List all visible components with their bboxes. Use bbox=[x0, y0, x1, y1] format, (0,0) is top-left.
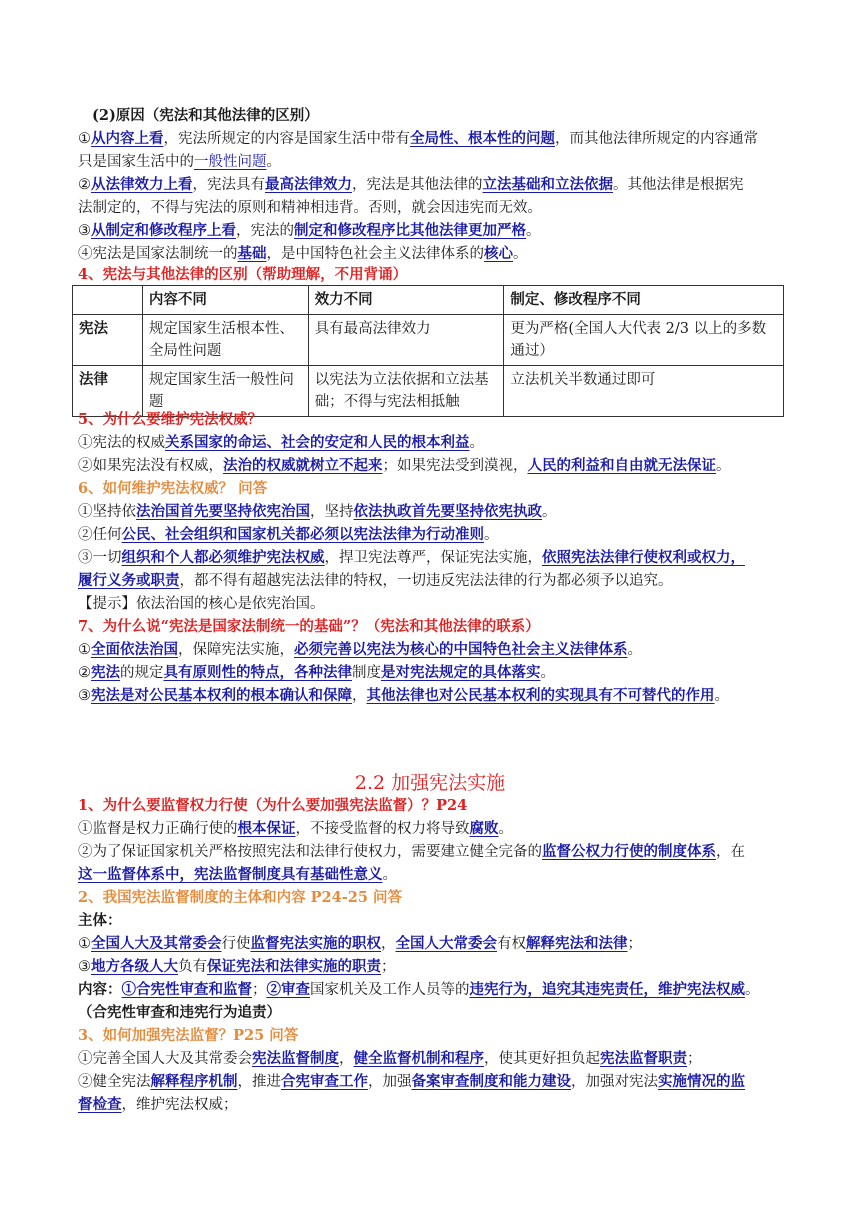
text: ①监督是权力正确行使的 bbox=[78, 821, 238, 837]
text: ， bbox=[352, 688, 367, 704]
reason-point-2-cont: 法制定的，不得与宪法的原则和精神相违背。否则，就会因违宪而无效。 bbox=[78, 200, 542, 216]
text: ； bbox=[627, 936, 642, 952]
t1-point-2-cont bbox=[78, 864, 397, 886]
text: ① bbox=[78, 131, 91, 147]
s7-point-3 bbox=[78, 685, 729, 707]
key-phrase: 公民、社会组织和国家机关都必须以宪法法律为行动准则 bbox=[121, 526, 484, 543]
key-phrase: 实施情况的监 bbox=[658, 1073, 745, 1090]
key-phrase: 法治的权威就树立不起来 bbox=[223, 457, 383, 474]
text: ① bbox=[78, 642, 91, 658]
key-phrase: 宪法 bbox=[91, 664, 120, 681]
text: 。 bbox=[513, 246, 528, 262]
text: ②如果宪法没有权威， bbox=[78, 458, 223, 474]
text: ② bbox=[78, 177, 91, 193]
key-phrase: 从制定和修改程序上看 bbox=[91, 222, 236, 239]
key-phrase: 法治国首先要坚持依宪治国 bbox=[136, 503, 310, 520]
text: ，捍卫宪法尊严，保证宪法实施， bbox=[324, 550, 542, 566]
t1-heading: 1、为什么要监督权力行使（为什么要加强宪法监督）？P24 bbox=[78, 797, 468, 814]
text: 。 bbox=[484, 527, 499, 543]
key-phrase: 全局性、根本性的问题 bbox=[410, 130, 555, 147]
key-phrase: 制定和修改程序比其他法律更加严格 bbox=[294, 222, 526, 239]
s7-point-2 bbox=[78, 662, 555, 684]
key-phrase: 全国人大常委会 bbox=[395, 935, 497, 952]
key-phrase: 依照宪法法律行使权利或权力， bbox=[542, 549, 745, 566]
text: 。 bbox=[266, 154, 281, 170]
section-6-heading: 6、如何维护宪法权威？ 问答 bbox=[78, 480, 268, 497]
table-cell: 更为严格(全国人大代表 2/3 以上的多数通过） bbox=[504, 315, 784, 366]
key-phrase: 合宪审查工作 bbox=[281, 1073, 368, 1090]
key-phrase: 核心 bbox=[484, 245, 513, 262]
key-phrase: 从内容上看 bbox=[91, 130, 164, 147]
key-phrase: 解释宪法和法律 bbox=[526, 935, 628, 952]
key-phrase: 腐败 bbox=[469, 820, 499, 837]
key-phrase: 督检查 bbox=[78, 1096, 122, 1113]
key-phrase: 依法执政首先要坚持依宪执政 bbox=[353, 503, 542, 520]
text: ，是中国特色社会主义法律体系的 bbox=[266, 246, 484, 262]
s7-point-1 bbox=[78, 639, 642, 661]
reason-point-1-cont bbox=[78, 151, 281, 173]
t2-heading: 2、我国宪法监督制度的主体和内容 P24-25 问答 bbox=[78, 889, 402, 906]
t3-point-2 bbox=[78, 1071, 745, 1093]
section-5-heading: 5、为什么要维护宪法权威？ bbox=[78, 411, 263, 428]
table-row bbox=[73, 315, 784, 366]
key-phrase: 根本保证 bbox=[237, 820, 296, 837]
text: 。 bbox=[714, 688, 729, 704]
text: ，保障宪法实施， bbox=[178, 642, 294, 658]
t3-point-2-cont bbox=[78, 1094, 238, 1116]
text: ②为了保证国家机关严格按照宪法和法律行使权力，需要建立健全完备的 bbox=[78, 844, 542, 860]
reason-heading: (2)原因（宪法和其他法律的区别） bbox=[92, 107, 319, 124]
text: 的规定 bbox=[120, 665, 164, 681]
key-phrase: 宪法是对公民基本权利的根本确认和保障 bbox=[91, 687, 352, 704]
key-phrase: 地方各级人大 bbox=[91, 958, 178, 975]
table-header-cell bbox=[73, 286, 143, 315]
text: ；如果宪法受到漠视， bbox=[382, 458, 528, 474]
key-phrase: 从法律效力上看 bbox=[91, 176, 193, 193]
key-phrase: 立法基础和立法依据 bbox=[482, 176, 613, 193]
key-phrase: 宪法监督职责 bbox=[600, 1050, 687, 1067]
key-phrase: 人民的利益和自由就无法保证 bbox=[527, 457, 716, 474]
key-phrase: 违宪行为，追究其违宪责任，维护宪法权威 bbox=[469, 981, 745, 998]
text: 。 bbox=[382, 867, 397, 883]
text: 。其他法律是根据宪 bbox=[613, 177, 744, 193]
text: 。 bbox=[542, 504, 557, 520]
text: ，不接受监督的权力将导致 bbox=[295, 821, 470, 837]
table-cell: 以宪法为立法依据和立法基础；不得与宪法相抵触 bbox=[308, 366, 504, 417]
text: ，宪法具有 bbox=[192, 177, 265, 193]
text: ，加强 bbox=[368, 1074, 412, 1090]
key-phrase: 监督宪法实施的职权 bbox=[250, 935, 381, 952]
text: ，宪法的 bbox=[236, 223, 294, 239]
text: ，维护宪法权威； bbox=[121, 1097, 238, 1113]
text: ③ bbox=[78, 959, 91, 975]
table-header-cell: 制定、修改程序不同 bbox=[504, 286, 784, 315]
section-4-heading: 4、宪法与其他法律的区别（帮助理解，不用背诵） bbox=[78, 266, 408, 283]
text: ，都不得有超越宪法法律的特权，一切违反宪法法律的行为都必须予以追究。 bbox=[179, 573, 673, 589]
key-phrase: 其他法律也对公民基本权利的实现具有不可替代的作用 bbox=[366, 687, 715, 704]
s5-point-2 bbox=[78, 455, 731, 477]
key-phrase: 履行义务或职责 bbox=[78, 572, 180, 589]
s5-point-1 bbox=[78, 432, 484, 454]
text: ①坚持依 bbox=[78, 504, 136, 520]
t3-point-1 bbox=[78, 1048, 702, 1070]
text: ②任何 bbox=[78, 527, 122, 543]
table-row-label: 法律 bbox=[73, 366, 143, 417]
text: 只是国家生活中的 bbox=[78, 154, 194, 170]
text: ③ bbox=[78, 223, 91, 239]
text: ； bbox=[381, 959, 396, 975]
text: ， bbox=[381, 936, 396, 952]
s6-point-2 bbox=[78, 524, 499, 546]
text: 有权 bbox=[497, 936, 526, 952]
text: ，坚持 bbox=[310, 504, 354, 520]
text: ，加强对宪法 bbox=[571, 1074, 658, 1090]
text: ； bbox=[687, 1051, 702, 1067]
text: ③ bbox=[78, 688, 91, 704]
key-phrase: 具有原则性的特点，各种法律 bbox=[163, 664, 352, 681]
s6-point-1 bbox=[78, 501, 557, 523]
s6-tip: 【提示】依法治国的核心是依宪治国。 bbox=[78, 596, 325, 612]
key-phrase: 必须完善以宪法为核心的中国特色社会主义法律体系 bbox=[294, 641, 628, 658]
key-phrase: ①合宪性审查和监督 bbox=[121, 981, 252, 998]
text: 。 bbox=[745, 982, 760, 998]
text: 国家机关及工作人员等的 bbox=[310, 982, 470, 998]
t3-heading: 3、如何加强宪法监督？P25 问答 bbox=[78, 1027, 299, 1044]
text: 制度 bbox=[352, 665, 381, 681]
s6-point-3-cont bbox=[78, 570, 673, 592]
text: ④宪法是国家法制统一的 bbox=[78, 246, 238, 262]
reason-point-1 bbox=[78, 128, 758, 150]
key-phrase: 健全监督机制和程序 bbox=[353, 1050, 484, 1067]
t2-subject-label: 主体： bbox=[78, 912, 122, 929]
key-phrase: 最高法律效力 bbox=[265, 176, 352, 193]
text: 。 bbox=[716, 458, 731, 474]
t1-point-2 bbox=[78, 841, 745, 863]
key-phrase: 宪法监督制度 bbox=[252, 1050, 339, 1067]
comparison-table bbox=[72, 285, 784, 417]
text: ② bbox=[78, 665, 91, 681]
table-header-row bbox=[73, 286, 784, 315]
table-header-cell: 内容不同 bbox=[142, 286, 308, 315]
key-phrase: 关系国家的命运、社会的安定和人民的根本利益 bbox=[165, 434, 470, 451]
text: 。 bbox=[498, 821, 513, 837]
key-phrase: 基础 bbox=[237, 245, 267, 262]
text: ，而其他法律所规定的内容通常 bbox=[555, 131, 758, 147]
key-phrase: 解释程序机制 bbox=[150, 1073, 238, 1090]
section-7-heading: 7、为什么说“宪法是国家法制统一的基础”？（宪法和其他法律的联系） bbox=[78, 618, 540, 635]
reason-point-2 bbox=[78, 174, 744, 196]
text: ； bbox=[252, 982, 267, 998]
table-cell: 具有最高法律效力 bbox=[308, 315, 504, 366]
table-cell: 立法机关半数通过即可 bbox=[504, 366, 784, 417]
key-phrase: 这一监督体系中，宪法监督制度具有基础性意义 bbox=[78, 866, 383, 883]
text: 。 bbox=[627, 642, 642, 658]
reason-point-3 bbox=[78, 220, 541, 242]
key-phrase: 监督公权力行使的制度体系 bbox=[542, 843, 716, 860]
text: 。 bbox=[540, 665, 555, 681]
key-phrase: 是对宪法规定的具体落实 bbox=[381, 664, 541, 681]
key-phrase: 一般性问题 bbox=[194, 154, 267, 170]
key-phrase: 全国人大及其常委会 bbox=[91, 935, 222, 952]
key-phrase: 保证宪法和法律实施的职责 bbox=[207, 958, 381, 975]
t1-point-1 bbox=[78, 818, 513, 840]
table-row-label: 宪法 bbox=[73, 315, 143, 366]
text: ① bbox=[78, 936, 91, 952]
t2-point-2 bbox=[78, 956, 396, 978]
text: ，在 bbox=[716, 844, 745, 860]
key-phrase: 组织和个人都必须维护宪法权威 bbox=[121, 549, 325, 566]
text: 负有 bbox=[178, 959, 207, 975]
table-cell: 规定国家生活一般性问题 bbox=[142, 366, 308, 417]
text: ，使其更好担负起 bbox=[484, 1051, 600, 1067]
text: ，宪法是其他法律的 bbox=[352, 177, 483, 193]
text: ，宪法所规定的内容是国家生活中带有 bbox=[163, 131, 410, 147]
t2-content bbox=[78, 979, 760, 1001]
text: ③一切 bbox=[78, 550, 122, 566]
table-cell: 规定国家生活根本性、全局性问题 bbox=[142, 315, 308, 366]
text: 。 bbox=[526, 223, 541, 239]
reason-point-4 bbox=[78, 243, 528, 265]
text: ①完善全国人大及其常委会 bbox=[78, 1051, 252, 1067]
t2-point-1 bbox=[78, 933, 642, 955]
text: 行使 bbox=[221, 936, 251, 952]
text: ①宪法的权威 bbox=[78, 435, 165, 451]
section-title: 2.2 加强宪法实施 bbox=[354, 772, 506, 794]
key-phrase: 全面依法治国 bbox=[91, 641, 178, 658]
key-phrase: 备案审查制度和能力建设 bbox=[411, 1073, 571, 1090]
s6-point-3 bbox=[78, 547, 745, 569]
table-header-cell: 效力不同 bbox=[308, 286, 504, 315]
text: ， bbox=[339, 1051, 354, 1067]
text: ②健全宪法 bbox=[78, 1074, 151, 1090]
text: 。 bbox=[469, 435, 484, 451]
key-phrase: ②审查 bbox=[266, 981, 310, 998]
t2-content-note: （合宪性审查和违宪行为追责） bbox=[78, 1004, 281, 1021]
text: ，推进 bbox=[237, 1074, 281, 1090]
content-label: 内容： bbox=[78, 981, 122, 998]
